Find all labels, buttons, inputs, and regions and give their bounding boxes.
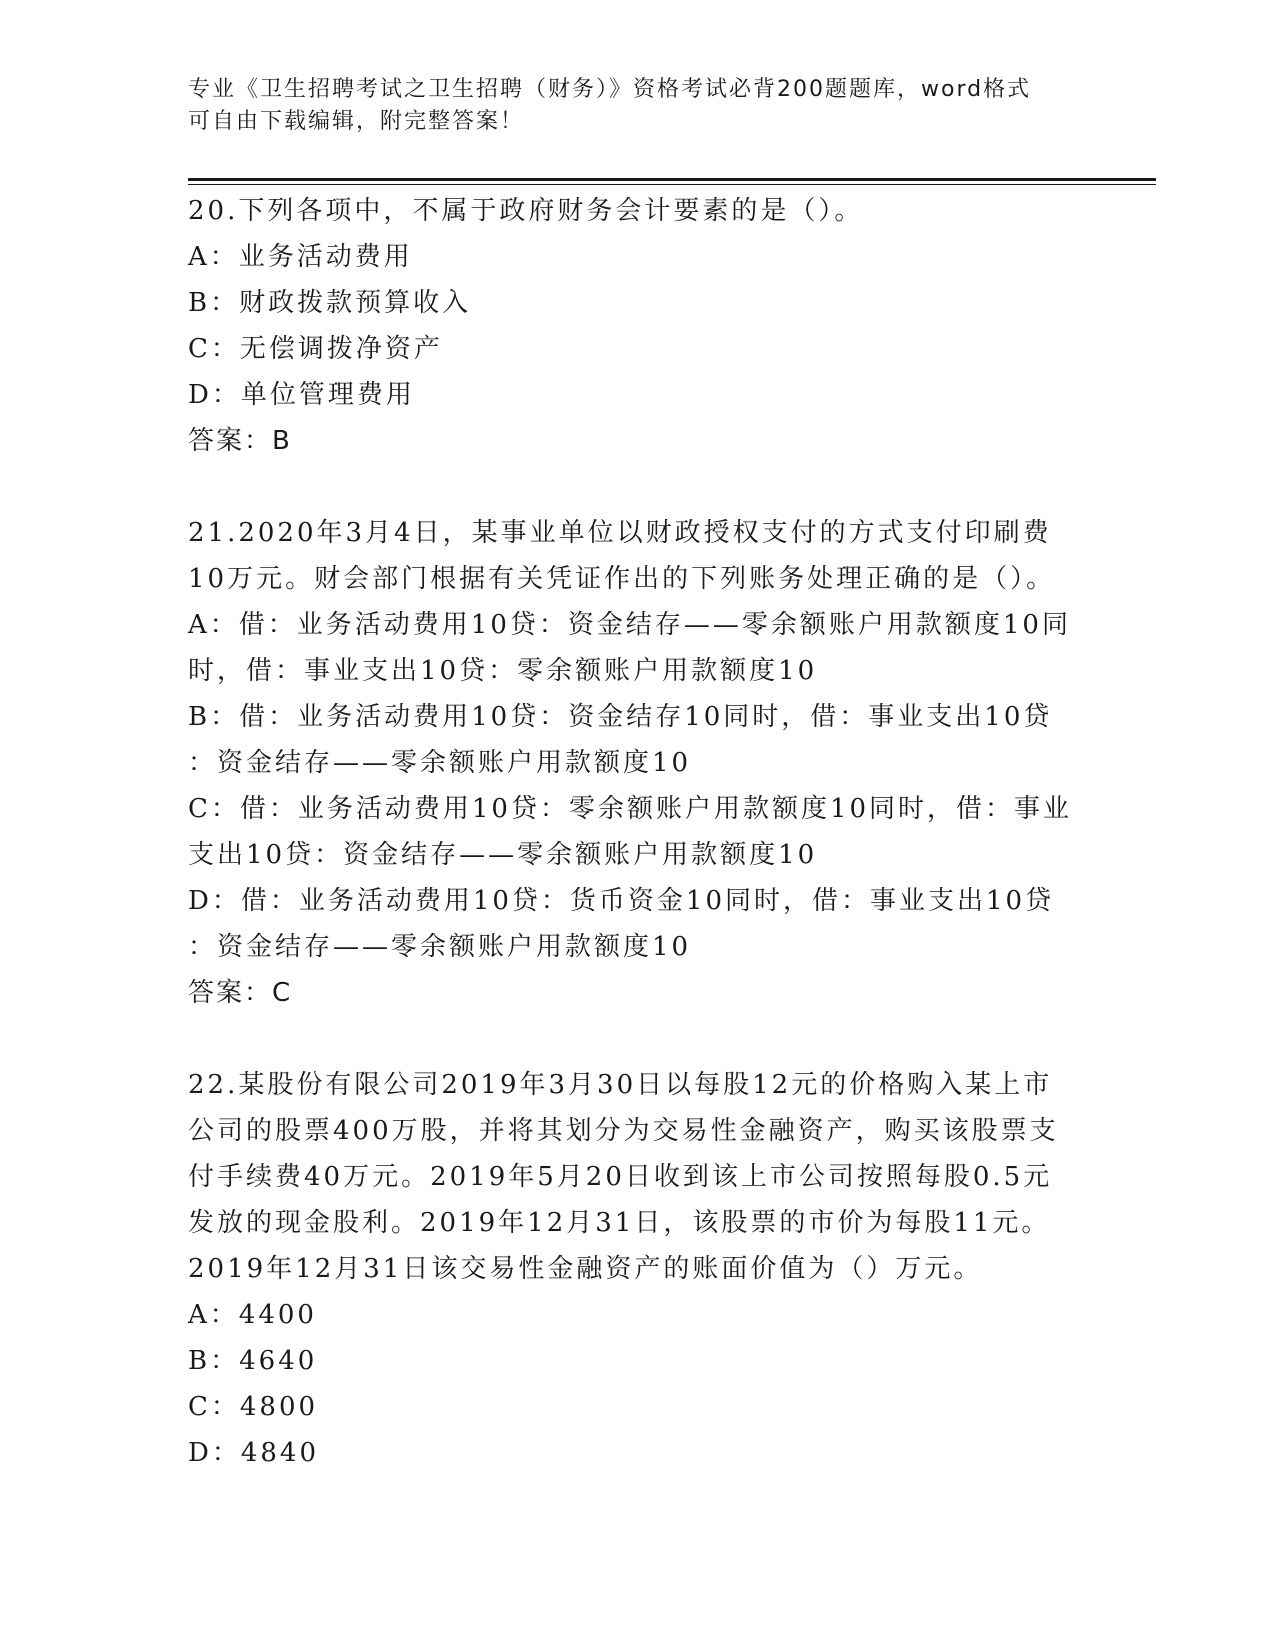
question-22-option-b: B：4640 [188, 1346, 318, 1376]
header-divider-thick [188, 178, 1156, 181]
question-22-stem-line-3: 付手续费40万元。2019年5月20日收到该上市公司按照每股0.5元 [188, 1162, 1053, 1192]
spacer [188, 1016, 1078, 1062]
question-20 [188, 188, 1078, 464]
question-20-answer: 答案：B [188, 426, 292, 456]
question-20-option-b: B：财政拨款预算收入 [188, 288, 472, 318]
question-21-option-a-line-1: A：借：业务活动费用10贷：资金结存——零余额账户用款额度10同 [188, 610, 1071, 640]
question-21-option-a-line-2: 时，借：事业支出10贷：零余额账户用款额度10 [188, 656, 818, 686]
question-21-option-d-line-1: D：借：业务活动费用10贷：货币资金10同时，借：事业支出10贷 [188, 886, 1055, 916]
question-21-stem-line-1: 21.2020年3月4日，某事业单位以财政授权支付的方式支付印刷费 [188, 518, 1052, 548]
question-22-option-d: D：4840 [188, 1438, 320, 1468]
question-22-option-c: C：4800 [188, 1392, 319, 1422]
document-header [188, 74, 1068, 138]
question-21-answer: 答案：C [188, 978, 293, 1008]
question-22-stem-line-2: 公司的股票400万股，并将其划分为交易性金融资产，购买该股票支 [188, 1116, 1059, 1146]
question-21 [188, 510, 1078, 1016]
header-divider-thin [188, 184, 1156, 185]
question-20-stem: 20.下列各项中，不属于政府财务会计要素的是（）。 [188, 196, 864, 226]
question-21-option-b-line-2: ：资金结存——零余额账户用款额度10 [188, 748, 692, 778]
spacer [188, 464, 1078, 510]
question-21-option-d-line-2: ：资金结存——零余额账户用款额度10 [188, 932, 692, 962]
question-21-option-c-line-1: C：借：业务活动费用10贷：零余额账户用款额度10同时，借：事业 [188, 794, 1073, 824]
question-22-stem-line-1: 22.某股份有限公司2019年3月30日以每股12元的价格购入某上市 [188, 1070, 1053, 1100]
question-22-stem-line-4: 发放的现金股利。2019年12月31日，该股票的市价为每股11元。 [188, 1208, 1051, 1238]
question-list [188, 188, 1078, 1476]
header-line-1: 专业《卫生招聘考试之卫生招聘（财务）》资格考试必背200题题库，word格式 [188, 77, 1032, 102]
question-20-option-c: C：无偿调拨净资产 [188, 334, 443, 364]
header-line-2: 可自由下载编辑，附完整答案！ [188, 109, 525, 134]
question-22-option-a: A：4400 [188, 1300, 317, 1330]
question-20-option-d: D：单位管理费用 [188, 380, 415, 410]
question-21-option-c-line-2: 支出10贷：资金结存——零余额账户用款额度10 [188, 840, 818, 870]
question-22 [188, 1062, 1078, 1476]
question-22-stem-line-5: 2019年12月31日该交易性金融资产的账面价值为（）万元。 [188, 1254, 983, 1284]
question-21-option-b-line-1: B：借：业务活动费用10贷：资金结存10同时，借：事业支出10贷 [188, 702, 1053, 732]
question-20-option-a: A：业务活动费用 [188, 242, 413, 272]
question-21-stem-line-2: 10万元。财会部门根据有关凭证作出的下列账务处理正确的是（）。 [188, 564, 1056, 594]
